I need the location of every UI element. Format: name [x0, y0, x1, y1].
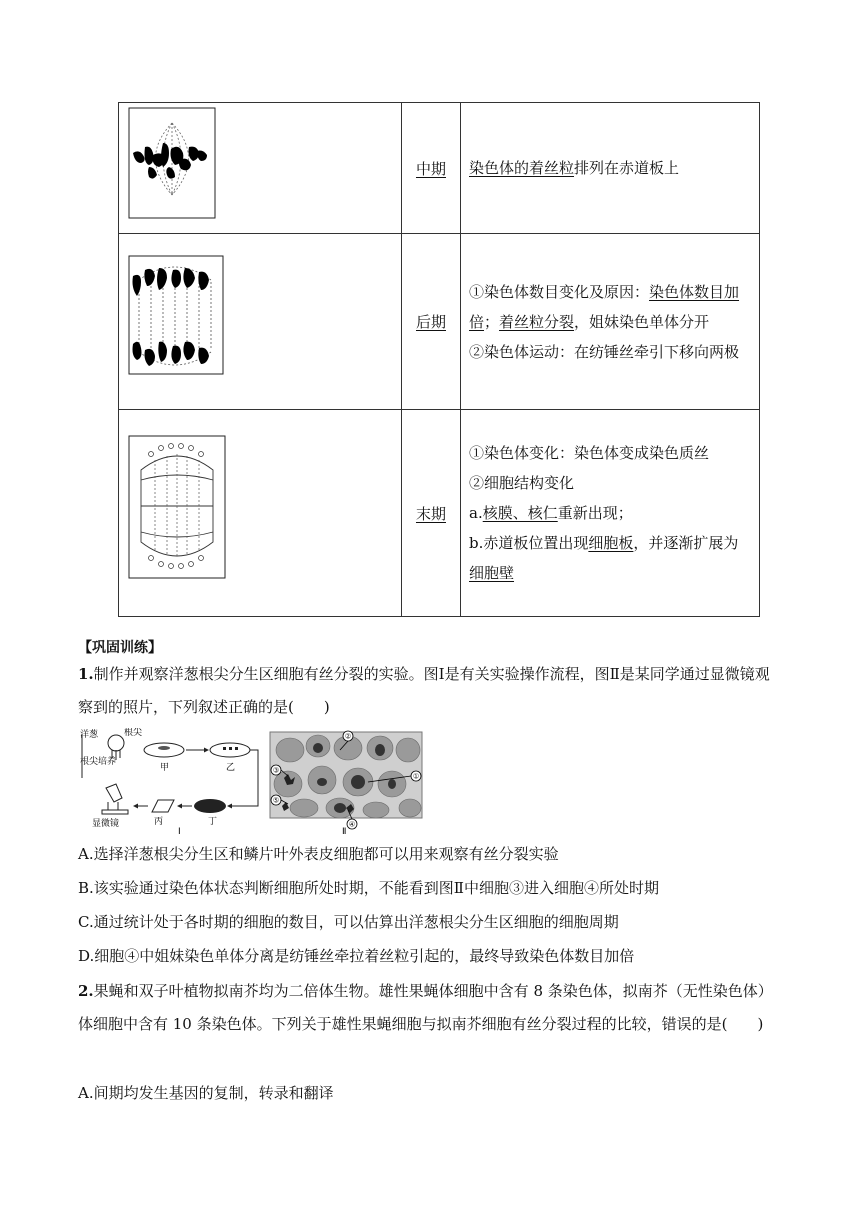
underlined-answer: 细胞壁	[469, 564, 515, 582]
mitosis-phase-table	[118, 102, 760, 617]
section-title: 【巩固训练】	[78, 640, 162, 656]
fig-label-root-tip: 根尖	[124, 728, 143, 738]
anaphase-description	[461, 234, 760, 410]
description-line	[469, 438, 751, 468]
underlined-answer: 核膜、核仁	[482, 504, 558, 522]
phase-label-metaphase: 中期	[402, 103, 461, 234]
underlined-answer: 染色体的着丝粒	[469, 159, 575, 177]
fig-label-yi: 乙	[226, 763, 236, 773]
experiment-flow-and-micrograph	[78, 728, 428, 834]
description-text: ；	[484, 312, 500, 331]
description-text: ，并逐渐扩展为	[633, 534, 739, 552]
description-line	[469, 468, 751, 498]
telophase-description	[461, 410, 760, 617]
question-2-stem	[78, 975, 778, 1041]
description-text: ②染色体运动：在纺锤丝牵引下移向两极	[469, 342, 740, 361]
description-line	[469, 498, 751, 528]
anaphase-image-cell	[119, 234, 402, 410]
question-1-stem	[78, 658, 778, 724]
question-1-number: 1.	[78, 665, 94, 683]
description-text: ②细胞结构变化	[469, 474, 575, 492]
underlined-answer: 细胞板	[588, 534, 634, 552]
question-1-text: 制作并观察洋葱根尖分生区细胞有丝分裂的实验。图Ⅰ是有关实验操作流程，图Ⅱ是某同学通过显微镜观察到的照片，下列叙述正确的是( )	[78, 665, 770, 716]
micrograph-marker-1: ①	[412, 772, 420, 781]
metaphase-cell-diagram	[119, 103, 401, 229]
micrograph-marker-3: ③	[272, 766, 280, 775]
underlined-answer: 染色体数目加倍	[469, 282, 740, 331]
description-line	[469, 277, 751, 337]
fig-label-microscope: 显微镜	[92, 819, 120, 829]
telophase-cell-diagram	[119, 410, 401, 612]
underlined-answer: 着丝粒分裂	[499, 312, 575, 331]
metaphase-image-cell	[119, 103, 402, 234]
micrograph-marker-4: ④	[348, 820, 356, 829]
description-text: b.赤道板位置出现	[469, 534, 589, 552]
description-text: 排列在赤道板上	[574, 159, 680, 177]
fig-label-ding: 丁	[208, 817, 218, 827]
anaphase-cell-diagram	[119, 234, 401, 405]
table-row-anaphase	[119, 234, 760, 410]
description-text: ，姐妹染色单体分开	[574, 312, 710, 331]
fig-label-bing: 丙	[154, 817, 164, 827]
description-line	[469, 337, 751, 367]
fig-label-II: Ⅱ	[342, 827, 347, 834]
description-text: ①染色体数目变化及原因：	[469, 282, 650, 301]
description-text: ①染色体变化：染色体变成染色质丝	[469, 444, 710, 462]
description-line	[469, 528, 751, 588]
question-1-option-c: C.通过统计处于各时期的细胞的数目，可以估算出洋葱根尖分生区细胞的细胞周期	[78, 913, 619, 931]
question-1-option-b: B.该实验通过染色体状态判断细胞所处时期，不能看到图Ⅱ中细胞③进入细胞④所处时期	[78, 879, 659, 897]
fig-label-I: Ⅰ	[178, 827, 181, 834]
description-text: 重新出现；	[557, 504, 633, 522]
question-2-number: 2.	[78, 982, 94, 1000]
phase-label-telophase: 末期	[402, 410, 461, 617]
question-2-text: 果蝇和双子叶植物拟南芥均为二倍体生物。雄性果蝇体细胞中含有 8 条染色体，拟南芥（无性染色体）体细胞中含有 10 条染色体。下列关于雄性果蝇细胞与拟南芥细胞有丝分裂过程的比较，错误的是( )	[78, 982, 773, 1033]
telophase-image-cell	[119, 410, 402, 617]
phase-label-anaphase: 后期	[402, 234, 461, 410]
description-text: a.	[469, 504, 483, 522]
fig-label-root-culture: 根尖培养	[80, 757, 117, 767]
question-1-option-a: A.选择洋葱根尖分生区和鳞片叶外表皮细胞都可以用来观察有丝分裂实验	[78, 845, 559, 863]
micrograph-marker-5: ⑤	[272, 796, 280, 805]
fig-label-jia: 甲	[160, 763, 170, 773]
fig-label-onion: 洋葱	[80, 730, 99, 740]
table-row-metaphase	[119, 103, 760, 234]
table-row-telophase	[119, 410, 760, 617]
question-1-figure	[78, 728, 428, 834]
description-line	[469, 153, 751, 183]
metaphase-description	[461, 103, 760, 234]
question-1-option-d: D.细胞④中姐妹染色单体分离是纺锤丝牵拉着丝粒引起的，最终导致染色体数目加倍	[78, 947, 635, 965]
micrograph-marker-2: ②	[344, 732, 352, 741]
question-2-option-a: A.间期均发生基因的复制，转录和翻译	[78, 1084, 334, 1102]
